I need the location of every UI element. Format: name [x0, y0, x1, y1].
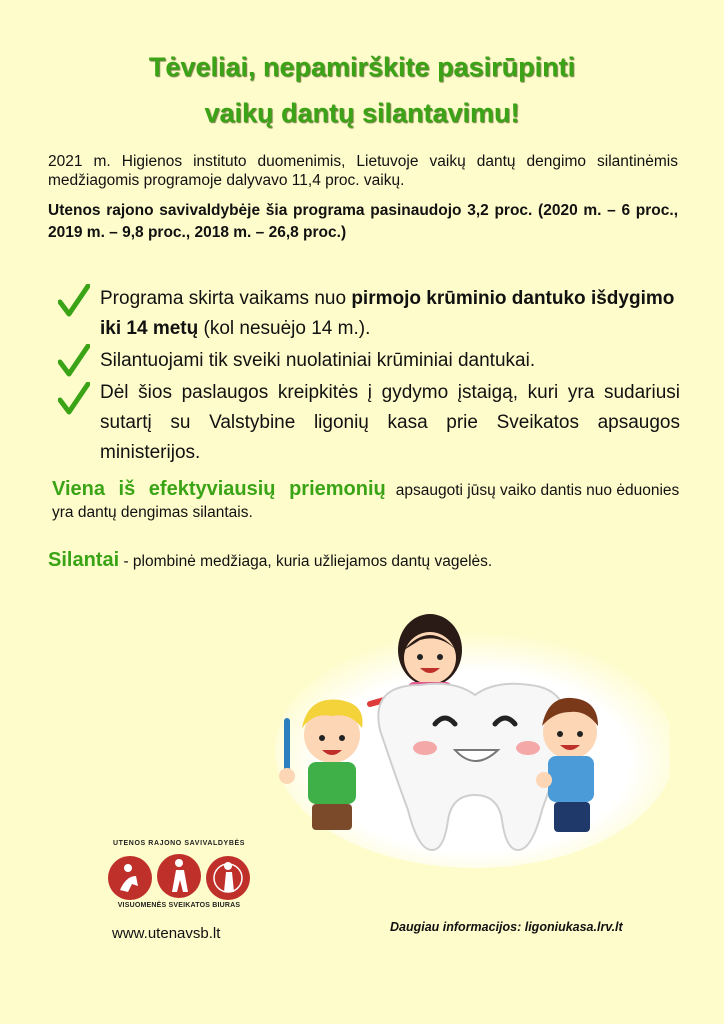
checklist-item-text	[100, 284, 680, 344]
title-line-2: vaikų dantų silantavimu!	[204, 98, 520, 128]
silant-definition	[48, 548, 678, 574]
checklist-item-text: Dėl šios paslaugos kreipkitės į gydymo įstaigą, kuri yra sudariusi sutartį su Valstybine ligonių kasa prie Sveikatos apsaugos ministerijos.	[100, 382, 680, 463]
effective-measure-paragraph	[52, 478, 682, 524]
utena-statistics: Utenos rajono savivaldybėje šia programa pasinaudojo 3,2 proc. (2020 m. – 6 proc., 2019 m. – 9,8 proc., 2018 m. – 26,8 proc.)	[48, 202, 678, 241]
checklist-item-text-start: Programa skirta vaikams nuo	[100, 288, 352, 309]
checklist-item-bold: pirmojo krūminio dantuko išdygimo iki 14 metų	[100, 288, 675, 339]
check-icon	[58, 344, 90, 378]
health-bureau-logo	[104, 840, 254, 914]
title-line-1: Tėveliai, nepamirškite pasirūpinti	[148, 52, 576, 82]
effective-rest: apsaugoti jūsų vaiko dantis nuo ėduonies yra dantų dengimas silantais.	[52, 482, 680, 521]
logo-circles-icon	[106, 850, 252, 902]
silant-term: Silantai	[48, 549, 120, 571]
intro-paragraph: 2021 m. Higienos instituto duomenimis, Lietuvoje vaikų dantų dengimo silantinėmis medžiagomis programoje dalyvavo 11,4 proc. vaikų.	[48, 153, 678, 189]
logo-bottom-text: VISUOMENĖS SVEIKATOS BIURAS	[117, 902, 241, 909]
checklist-item-text: Silantuojami tik sveiki nuolatiniai krūminiai dantukai.	[100, 350, 536, 371]
silant-definition-text: - plombinė medžiaga, kuria užliejamos dantų vagelės.	[119, 553, 493, 570]
effective-highlight: Viena iš efektyviausių priemonių	[52, 478, 386, 500]
check-icon	[58, 382, 90, 416]
kids-with-tooth-illustration	[270, 600, 670, 870]
logo-top-text: UTENOS RAJONO SAVIVALDYBĖS	[112, 840, 246, 847]
website-link[interactable]: www.utenavsb.lt	[112, 925, 221, 942]
checklist-item-text-end: (kol nesuėjo 14 m.).	[198, 318, 371, 339]
check-icon	[58, 284, 90, 318]
more-info-link[interactable]: Daugiau informacijos: ligoniukasa.lrv.lt	[390, 920, 623, 934]
